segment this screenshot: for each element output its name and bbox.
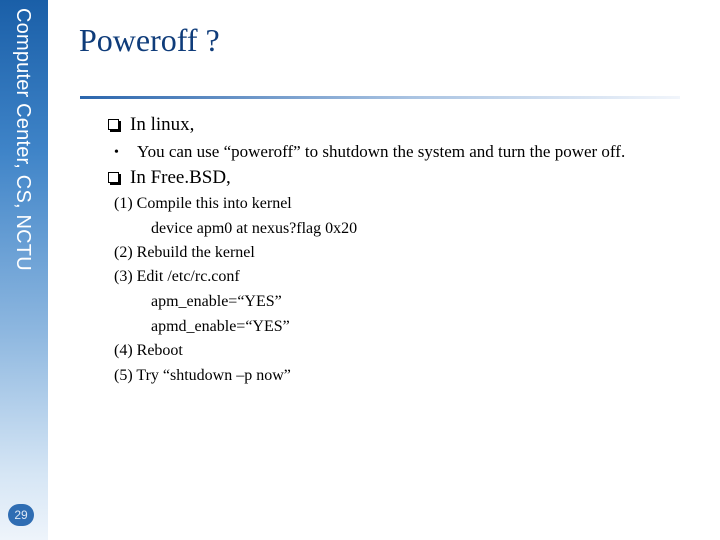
sub-bullet-poweroff: You can use “poweroff” to shutdown the system and turn the power off.: [137, 142, 626, 161]
step-line: (5) Try “shtudown –p now”: [114, 367, 291, 384]
dot-bullet-icon: •: [114, 145, 119, 160]
step-line: (4) Reboot: [114, 342, 183, 359]
sidebar: [0, 0, 48, 540]
slide-title: Poweroff ?: [79, 22, 220, 58]
step-line: apmd_enable=“YES”: [151, 318, 290, 335]
step-line: (1) Compile this into kernel: [114, 195, 292, 212]
page-number: 29: [8, 504, 34, 526]
checkbox-bullet-icon: [108, 119, 119, 130]
bullet-linux: In linux,: [130, 114, 195, 135]
title-underline: [80, 96, 680, 99]
step-line: (2) Rebuild the kernel: [114, 244, 255, 261]
step-line: device apm0 at nexus?flag 0x20: [151, 220, 358, 237]
bullet-freebsd: In Free.BSD,: [130, 167, 231, 188]
step-line: (3) Edit /etc/rc.conf: [114, 268, 240, 285]
step-line: apm_enable=“YES”: [151, 293, 282, 310]
sidebar-vertical-text: Computer Center, CS, NCTU: [12, 8, 34, 271]
checkbox-bullet-icon: [108, 172, 119, 183]
